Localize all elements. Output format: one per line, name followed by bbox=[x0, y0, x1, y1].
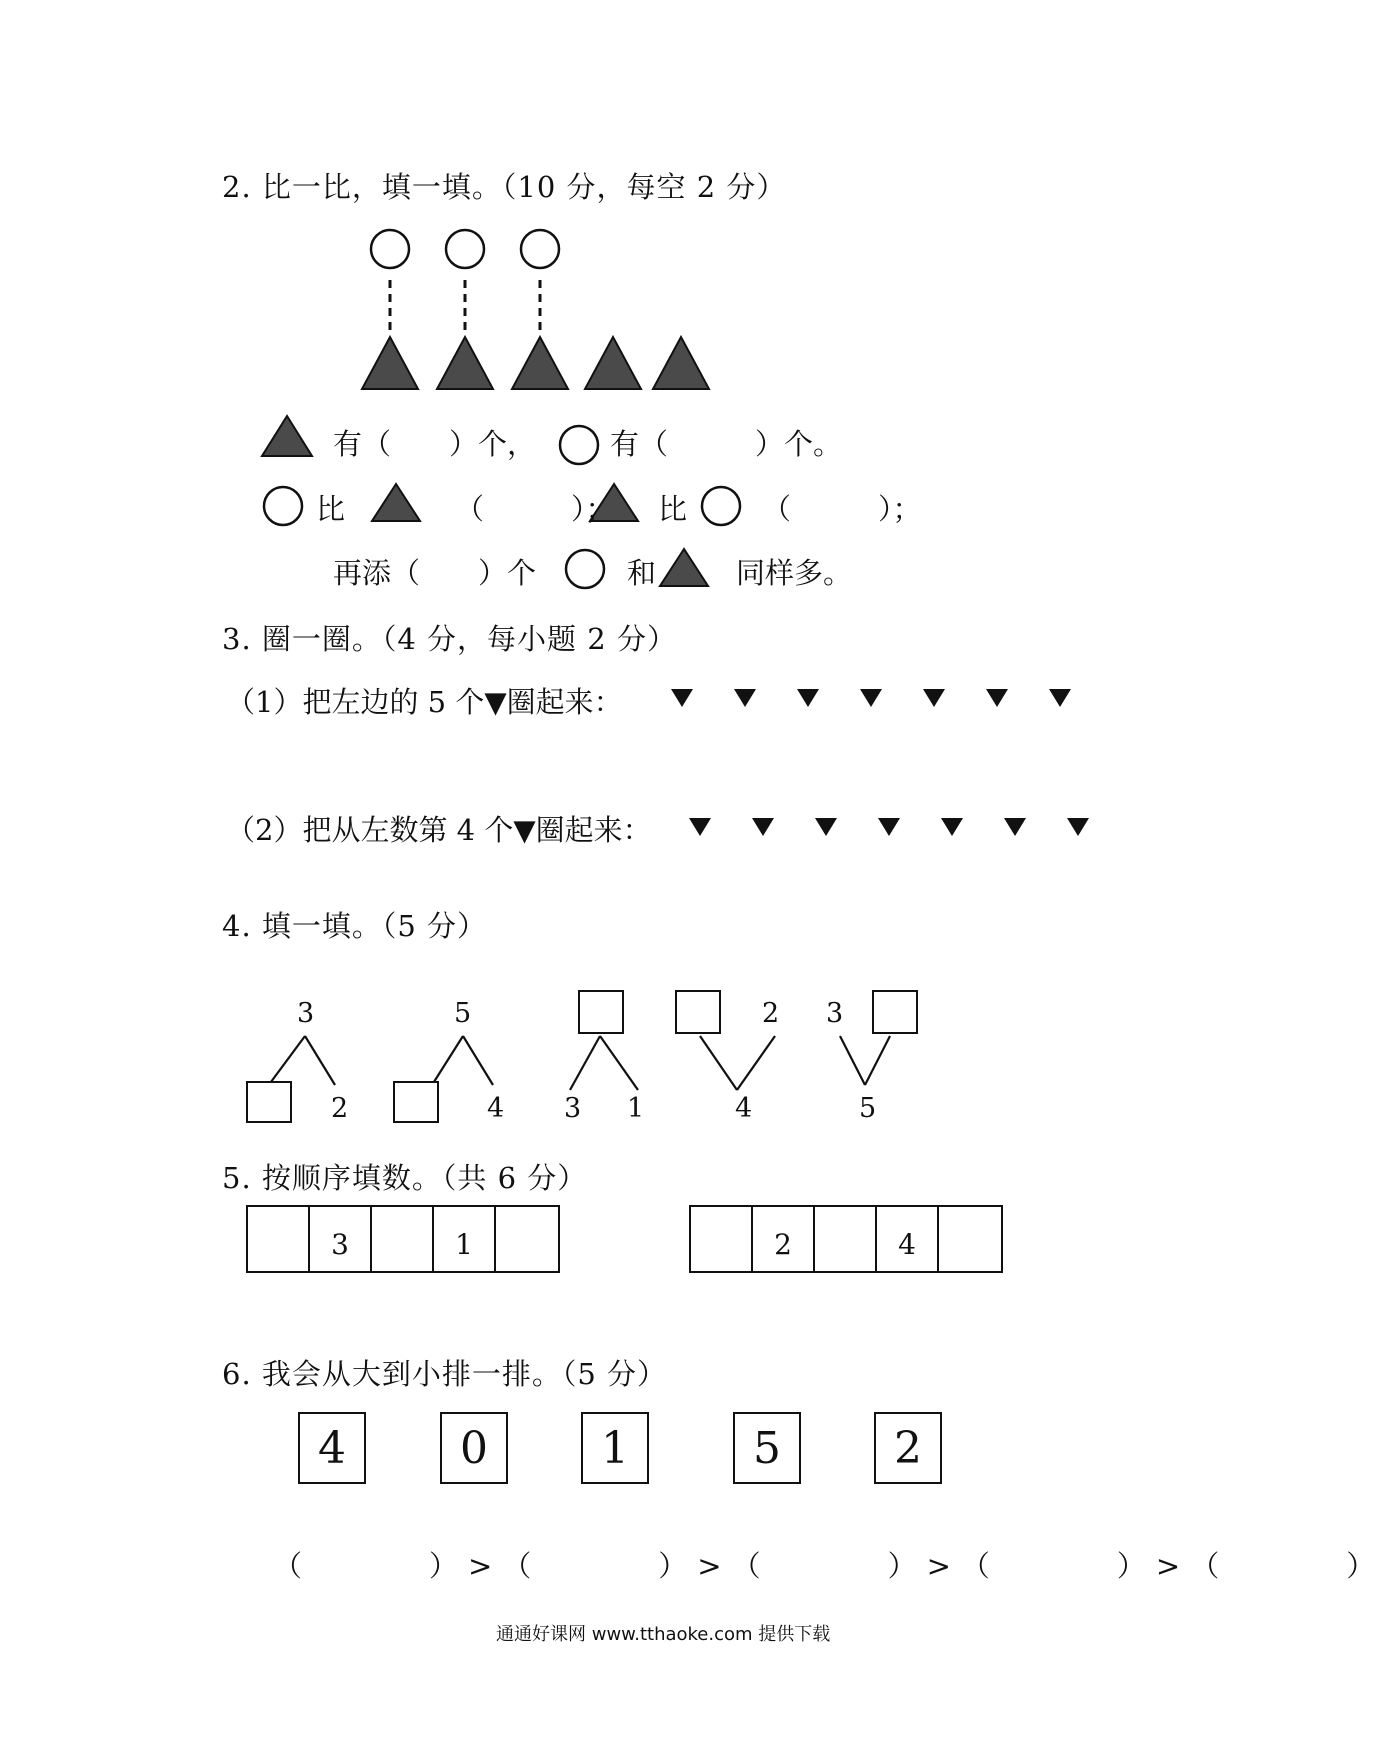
number-card: 2 bbox=[874, 1412, 942, 1484]
footer-source: 通通好课网 www.tthaoke.com 提供下载 bbox=[496, 1624, 831, 1645]
bond-1-answer-box[interactable] bbox=[246, 1081, 292, 1123]
circle-icon bbox=[566, 550, 604, 588]
q2-line2-text-b: （ ）； bbox=[455, 492, 615, 526]
sequence-row-1 bbox=[246, 1205, 560, 1273]
q2-line2-text-a: 比 bbox=[316, 492, 346, 526]
number-card: 4 bbox=[298, 1412, 366, 1484]
q2-line1-text-a: 有（ ）个， bbox=[333, 427, 537, 461]
bond-4-bottom: 4 bbox=[735, 1093, 753, 1124]
question-5-title: 5. 按顺序填数。（共 6 分） bbox=[222, 1161, 588, 1195]
q3-marks-row-2 bbox=[689, 818, 1089, 836]
number-card: 0 bbox=[440, 1412, 508, 1484]
question-6-title: 6. 我会从大到小排一排。（5 分） bbox=[222, 1357, 668, 1391]
q3-marks-row-1 bbox=[671, 689, 1071, 707]
q2-circles bbox=[371, 230, 559, 268]
sequence-cell: 1 bbox=[434, 1207, 496, 1271]
sequence-cell: 2 bbox=[753, 1207, 815, 1271]
circle-icon bbox=[264, 487, 302, 525]
triangle-icon bbox=[372, 484, 420, 521]
q3-item-1: （1）把左边的 5 个▼圈起来： bbox=[226, 685, 623, 719]
question-2-title: 2. 比一比，填一填。（10 分，每空 2 分） bbox=[222, 170, 787, 204]
circle-icon bbox=[560, 426, 598, 464]
q4-bond-lines bbox=[265, 1036, 890, 1090]
question-3-title: 3. 圈一圈。（4 分，每小题 2 分） bbox=[222, 622, 677, 656]
q2-line3-text-c: 同样多。 bbox=[736, 556, 853, 590]
bond-4-answer-box[interactable] bbox=[675, 990, 721, 1034]
triangle-icon bbox=[660, 549, 708, 586]
q2-dashed-connectors bbox=[390, 280, 540, 330]
number-card: 5 bbox=[733, 1412, 801, 1484]
sequence-cell[interactable] bbox=[496, 1207, 558, 1271]
sequence-cell[interactable] bbox=[372, 1207, 434, 1271]
sequence-cell[interactable] bbox=[691, 1207, 753, 1271]
number-card: 1 bbox=[581, 1412, 649, 1484]
triangle-icon bbox=[262, 416, 312, 456]
q2-line2-text-c: 比 bbox=[658, 492, 688, 526]
q6-answer-line: （ ）>（ ）>（ ）>（ ）>（ ） bbox=[273, 1549, 1385, 1583]
bond-5-answer-box[interactable] bbox=[872, 990, 918, 1034]
sequence-cell: 4 bbox=[877, 1207, 939, 1271]
bond-2-answer-box[interactable] bbox=[393, 1081, 439, 1123]
bond-5-bottom: 5 bbox=[859, 1093, 877, 1124]
question-4-title: 4. 填一填。（5 分） bbox=[222, 909, 488, 943]
bond-4-top-right: 2 bbox=[762, 998, 780, 1029]
bond-3-left: 3 bbox=[564, 1093, 582, 1124]
bond-1-top: 3 bbox=[297, 998, 315, 1029]
q2-line1-text-b: 有（ ）个。 bbox=[610, 427, 843, 461]
bond-3-right: 1 bbox=[627, 1093, 645, 1124]
sequence-row-2 bbox=[689, 1205, 1003, 1273]
bond-5-top-left: 3 bbox=[826, 998, 844, 1029]
q3-item-2: （2）把从左数第 4 个▼圈起来： bbox=[226, 813, 652, 847]
bond-2-right: 4 bbox=[487, 1093, 505, 1124]
bond-2-top: 5 bbox=[454, 998, 472, 1029]
sequence-cell[interactable] bbox=[248, 1207, 310, 1271]
bond-3-answer-box[interactable] bbox=[578, 990, 624, 1034]
q2-triangles bbox=[362, 337, 709, 389]
q2-line2-text-d: （ ）； bbox=[762, 492, 922, 526]
sequence-cell[interactable] bbox=[939, 1207, 1001, 1271]
bond-1-right: 2 bbox=[331, 1093, 349, 1124]
q2-line3-text-a: 再添（ ）个 bbox=[333, 556, 537, 590]
q2-line3-text-b: 和 bbox=[627, 556, 657, 590]
sequence-cell: 3 bbox=[310, 1207, 372, 1271]
sequence-cell[interactable] bbox=[815, 1207, 877, 1271]
circle-icon bbox=[702, 487, 740, 525]
